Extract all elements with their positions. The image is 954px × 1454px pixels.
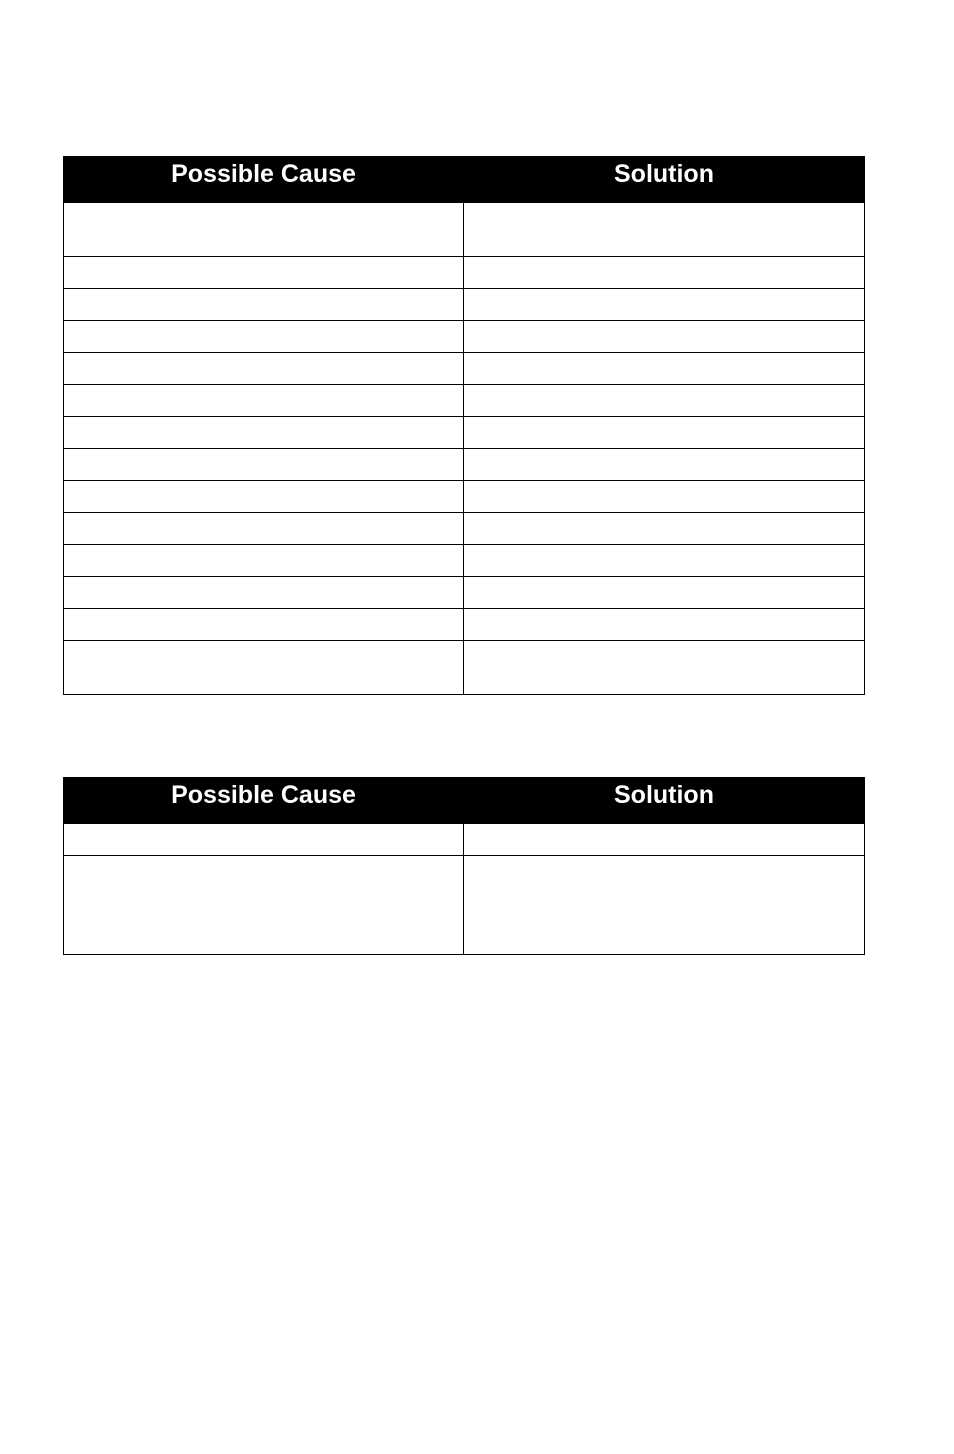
- possible-cause-cell: [64, 481, 464, 513]
- table-row: [64, 824, 865, 856]
- solution-cell: [464, 203, 865, 257]
- table-row: [64, 545, 865, 577]
- troubleshooting-table-1: [63, 156, 865, 695]
- possible-cause-cell: [64, 545, 464, 577]
- table-row: [64, 321, 865, 353]
- solution-cell: [464, 321, 865, 353]
- table-row: [64, 417, 865, 449]
- table-row: [64, 257, 865, 289]
- possible-cause-cell: [64, 449, 464, 481]
- possible-cause-cell: [64, 856, 464, 955]
- possible-cause-cell: [64, 609, 464, 641]
- possible-cause-cell: [64, 321, 464, 353]
- solution-cell: [464, 513, 865, 545]
- table-row: [64, 577, 865, 609]
- solution-header: Solution: [464, 157, 865, 203]
- table-row: [64, 641, 865, 695]
- possible-cause-cell: [64, 641, 464, 695]
- solution-cell: [464, 481, 865, 513]
- table-row: [64, 203, 865, 257]
- solution-cell: [464, 545, 865, 577]
- solution-header: Solution: [464, 778, 865, 824]
- troubleshooting-table-2: [63, 777, 865, 955]
- table-header-row: [64, 157, 865, 203]
- table-row: [64, 353, 865, 385]
- solution-cell: [464, 353, 865, 385]
- solution-cell: [464, 824, 865, 856]
- solution-cell: [464, 417, 865, 449]
- possible-cause-cell: [64, 353, 464, 385]
- table-body: [64, 203, 865, 695]
- table-header-row: [64, 778, 865, 824]
- table-row: [64, 385, 865, 417]
- table-row: [64, 481, 865, 513]
- solution-cell: [464, 449, 865, 481]
- solution-cell: [464, 856, 865, 955]
- table-row: [64, 513, 865, 545]
- table-row: [64, 449, 865, 481]
- solution-cell: [464, 289, 865, 321]
- possible-cause-cell: [64, 289, 464, 321]
- possible-cause-cell: [64, 203, 464, 257]
- table-row: [64, 289, 865, 321]
- solution-cell: [464, 641, 865, 695]
- solution-cell: [464, 609, 865, 641]
- possible-cause-cell: [64, 824, 464, 856]
- table-row: [64, 609, 865, 641]
- solution-cell: [464, 257, 865, 289]
- table-body: [64, 824, 865, 955]
- possible-cause-cell: [64, 577, 464, 609]
- possible-cause-cell: [64, 417, 464, 449]
- possible-cause-cell: [64, 257, 464, 289]
- possible-cause-cell: [64, 513, 464, 545]
- possible-cause-header: Possible Cause: [64, 778, 464, 824]
- table-row: [64, 856, 865, 955]
- solution-cell: [464, 385, 865, 417]
- solution-cell: [464, 577, 865, 609]
- possible-cause-header: Possible Cause: [64, 157, 464, 203]
- possible-cause-cell: [64, 385, 464, 417]
